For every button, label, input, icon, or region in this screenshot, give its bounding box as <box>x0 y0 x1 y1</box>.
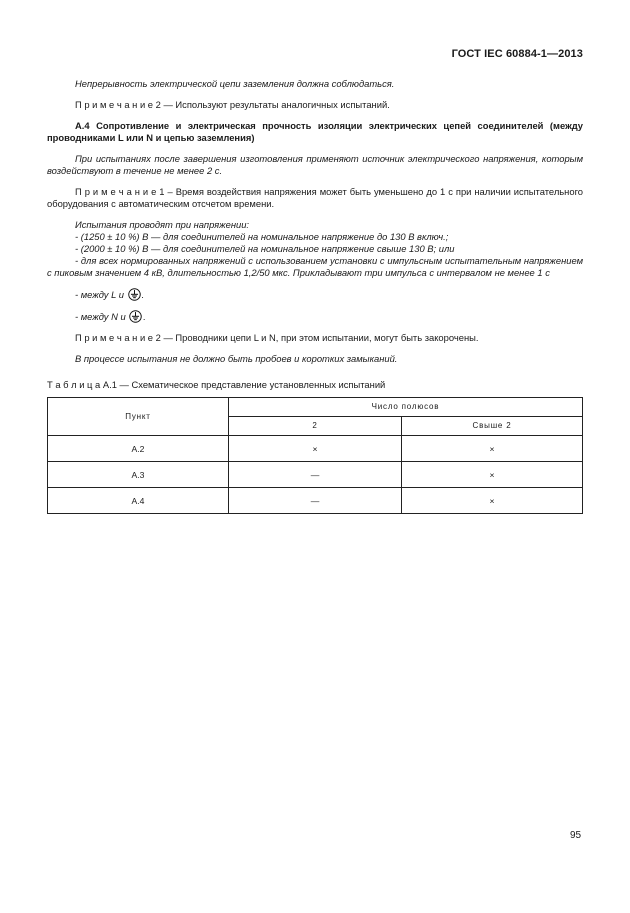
cell-more-than-two: × <box>402 436 583 462</box>
cell-more-than-two: × <box>402 462 583 488</box>
note-text: – Время воздействия напряжения может быть уменьшено до 1 с при наличии испытательного оборудования с автоматическим отсчетом времени. <box>47 186 584 209</box>
between-n-text: - между N и <box>75 311 126 322</box>
test-voltage-item: - (1250 ± 10 %) В — для соединителей на номинальное напряжение до 130 В включ.; <box>75 231 449 242</box>
header-poles: Число полюсов <box>229 398 583 417</box>
standard-header: ГОСТ IEC 60884-1—2013 <box>451 48 583 60</box>
note-label: П р и м е ч а н и е 2 <box>75 332 161 343</box>
punctuation: . <box>141 289 145 300</box>
page-number: 95 <box>570 830 582 841</box>
cell-item: А.4 <box>48 488 229 514</box>
table-row <box>48 436 583 462</box>
paragraph-continuity: Непрерывность электрической цепи заземления должна соблюдаться. <box>75 78 395 89</box>
cell-more-than-two: × <box>402 488 583 514</box>
test-voltage-list <box>47 219 583 279</box>
note-label: П р и м е ч а н и е 2 <box>75 99 161 110</box>
between-l-text: - между L и <box>75 289 124 300</box>
paragraph-no-breakdown: В процессе испытания не должно быть пробоев и коротких замыканий. <box>75 353 398 364</box>
note-shorted-conductors <box>47 332 583 344</box>
cell-item: А.2 <box>48 436 229 462</box>
between-n-line <box>47 310 583 323</box>
cell-two-poles: — <box>229 462 402 488</box>
tests-table <box>47 397 583 514</box>
note-text: — Используют результаты аналогичных испытаний. <box>160 99 390 110</box>
table-row <box>48 488 583 514</box>
cell-item: А.3 <box>48 462 229 488</box>
table-caption-label: Т а б л и ц а А.1 <box>47 379 117 390</box>
note-time-reduction <box>47 186 583 210</box>
note-label: П р и м е ч а н и е 1 <box>75 186 165 197</box>
header-two-poles: 2 <box>229 417 402 436</box>
protective-earth-icon <box>129 310 142 323</box>
between-l-line <box>47 288 583 301</box>
note-similar-tests <box>47 99 583 111</box>
protective-earth-icon <box>128 288 141 301</box>
table-caption-text: — Схематическое представление установленных испытаний <box>116 379 386 390</box>
cell-two-poles: — <box>229 488 402 514</box>
test-voltage-item: - (2000 ± 10 %) В — для соединителей на номинальное напряжение свыше 130 В; или <box>75 243 455 254</box>
punctuation: . <box>143 311 146 322</box>
note-text: — Проводники цепи L и N, при этом испытании, могут быть закорочены. <box>160 332 479 343</box>
test-voltage-item: - для всех нормированных напряжений с использованием установки с импульсным испытательным напряжением с пиковым значением 4 кВ, длительностью 1,2/50 мкс. Прикладывают три импульса с интервалом не менее 1 с <box>47 255 583 278</box>
test-voltage-intro: Испытания проводят при напряжении: <box>75 219 250 230</box>
paragraph-voltage-source: При испытаниях после завершения изготовления применяют источник электрического напряжения, которым воздействуют в течение не менее 2 с. <box>47 153 583 176</box>
header-more-than-two: Свыше 2 <box>402 417 583 436</box>
page-content <box>47 78 583 514</box>
table-row <box>48 462 583 488</box>
cell-two-poles: × <box>229 436 402 462</box>
table-caption <box>47 379 583 391</box>
header-item: Пункт <box>48 398 229 436</box>
section-heading-a4: А.4 Сопротивление и электрическая прочность изоляции электрических цепей соединителей (между проводниками L или N и цепью заземления) <box>47 120 583 143</box>
